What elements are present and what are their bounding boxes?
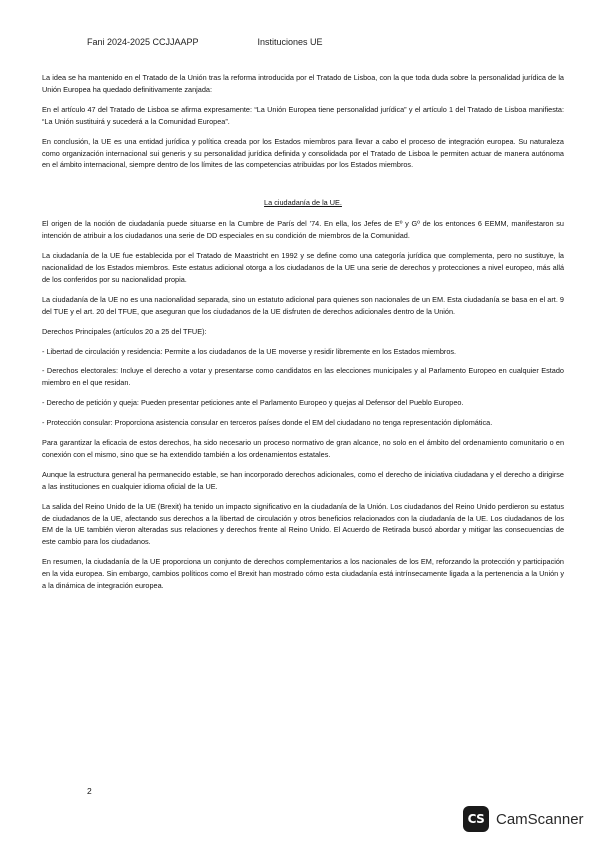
section-title: La ciudadanía de la UE. [264, 198, 342, 208]
paragraph-intro-3: En conclusión, la UE es una entidad jurídica y política creada por los Estados miembros para llevar a cabo el proceso de integración europea. Su naturaleza como organización internacional sui generis y su personalidad jurídica definida y consolidada por el Tratado de Lisboa le permiten actuar de manera autónoma en el ámbito internacional, siempre dentro de los límites de las competencias atribuidas por los Estados miembros. [42, 136, 564, 170]
paragraph-statute: La ciudadanía de la UE no es una nacionalidad separada, sino un estatuto adicional para quienes son nacionales de un EM. Esta ciudadanía se basa en el art. 9 del TUE y el art. 20 del TFUE, que aseguran que los ciudadanos de la UE disfruten de derechos adicionales dentro de la Unión. [42, 294, 564, 316]
list-item-petition: - Derecho de petición y queja: Pueden presentar peticiones ante el Parlamento Europeo y quejas al Defensor del Pueblo Europeo. [42, 398, 464, 408]
camscanner-name: CamScanner [496, 810, 584, 828]
paragraph-intro-1: La idea se ha mantenido en el Tratado de la Unión tras la reforma introducida por el Tratado de Lisboa, con la que toda duda sobre la personalidad jurídica de la Unión Europea ha quedado definitivamente zanjada: [42, 73, 564, 94]
paragraph-summary: En resumen, la ciudadanía de la UE proporciona un conjunto de derechos complementarios a los nacionales de los EM, reforzando la protección y participación en la vida europea. Sin embargo, cambios políticos como el Brexit han mostrado cómo esta ciudadanía está intrínsecamente ligada a la pertenencia a la Unión y a la dinámica de integración europea. [42, 557, 564, 591]
document-body [42, 72, 564, 600]
page-header [87, 37, 323, 47]
paragraph-brexit: La salida del Reino Unido de la UE (Brexit) ha tenido un impacto significativo en la ciudadanía de la Unión. Los ciudadanos del Reino Unido perdieron su estatus de ciudadanos de la UE, afectando sus derechos a la libertad de circulación y otros beneficios relacionados con la ciudadanía de la UE. Los ciudadanos de los EM de la UE también vieron alteradas sus relaciones y derechos frente al Reino Unido. El Acuerdo de Retirada buscó abordar y mitigar las consecuencias de este cambio para los ciudadanos. [42, 501, 564, 547]
list-item-electoral: - Derechos electorales: Incluye el derecho a votar y presentarse como candidatos en las elecciones municipales y al Parlamento Europeo en cualquier Estado miembro en el que residan. [42, 366, 564, 388]
list-item-circulation: - Libertad de circulación y residencia: Permite a los ciudadanos de la UE moverse y residir libremente en los Estados miembros. [42, 346, 457, 356]
camscanner-logo-icon: CS [463, 806, 489, 832]
paragraph-efficacy: Para garantizar la eficacia de estos derechos, ha sido necesario un proceso normativo de gran alcance, no solo en el ámbito del ordenamiento comunitario o en conexión con el mismo, sino que se ha extendido también a los ordenamientos estatales. [42, 438, 564, 459]
paragraph-maastricht: La ciudadanía de la UE fue establecida por el Tratado de Maastricht en 1992 y se define como una categoría jurídica que complementa, pero no sustituye, la nacionalidad de los Estados miembros. Este estatus adicional otorga a los ciudadanos de la UE una serie de derechos y protecciones a nivel europeo, más allá de los conferidos por su nacionalidad propia. [42, 251, 564, 284]
paragraph-additional-rights: Aunque la estructura general ha permanecido estable, se han incorporado derechos adicionales, como el derecho de iniciativa ciudadana y el derecho a dirigirse a las instituciones en cualquier idioma oficial de la UE. [42, 469, 564, 491]
list-item-consular: - Protección consular: Proporciona asistencia consular en terceros países donde el EM del ciudadano no tenga representación diplomática. [42, 418, 493, 428]
course-label: Fani 2024-2025 CCJJAAPP [87, 37, 199, 47]
page-number: 2 [87, 786, 92, 796]
paragraph-intro-2: En el artículo 47 del Tratado de Lisboa se afirma expresamente: “La Unión Europea tiene personalidad jurídica” y el artículo 1 del Tratado de Lisboa manifiesta: “La Unión sustituirá y sucederá a la Comunidad Europea”. [42, 104, 564, 126]
subject-label: Instituciones UE [257, 37, 323, 47]
paragraph-rights-heading: Derechos Principales (artículos 20 a 25 del TFUE): [42, 326, 207, 336]
camscanner-watermark [463, 806, 584, 832]
paragraph-origin: El origen de la noción de ciudadanía puede situarse en la Cumbre de París del ’74. En ella, los Jefes de Eº y Gº de los entonces 6 EEMM, manifestaron su intención de atribuir a los ciudadanos una serie de DD especiales en su condición de miembros de la Comunidad. [42, 219, 564, 241]
